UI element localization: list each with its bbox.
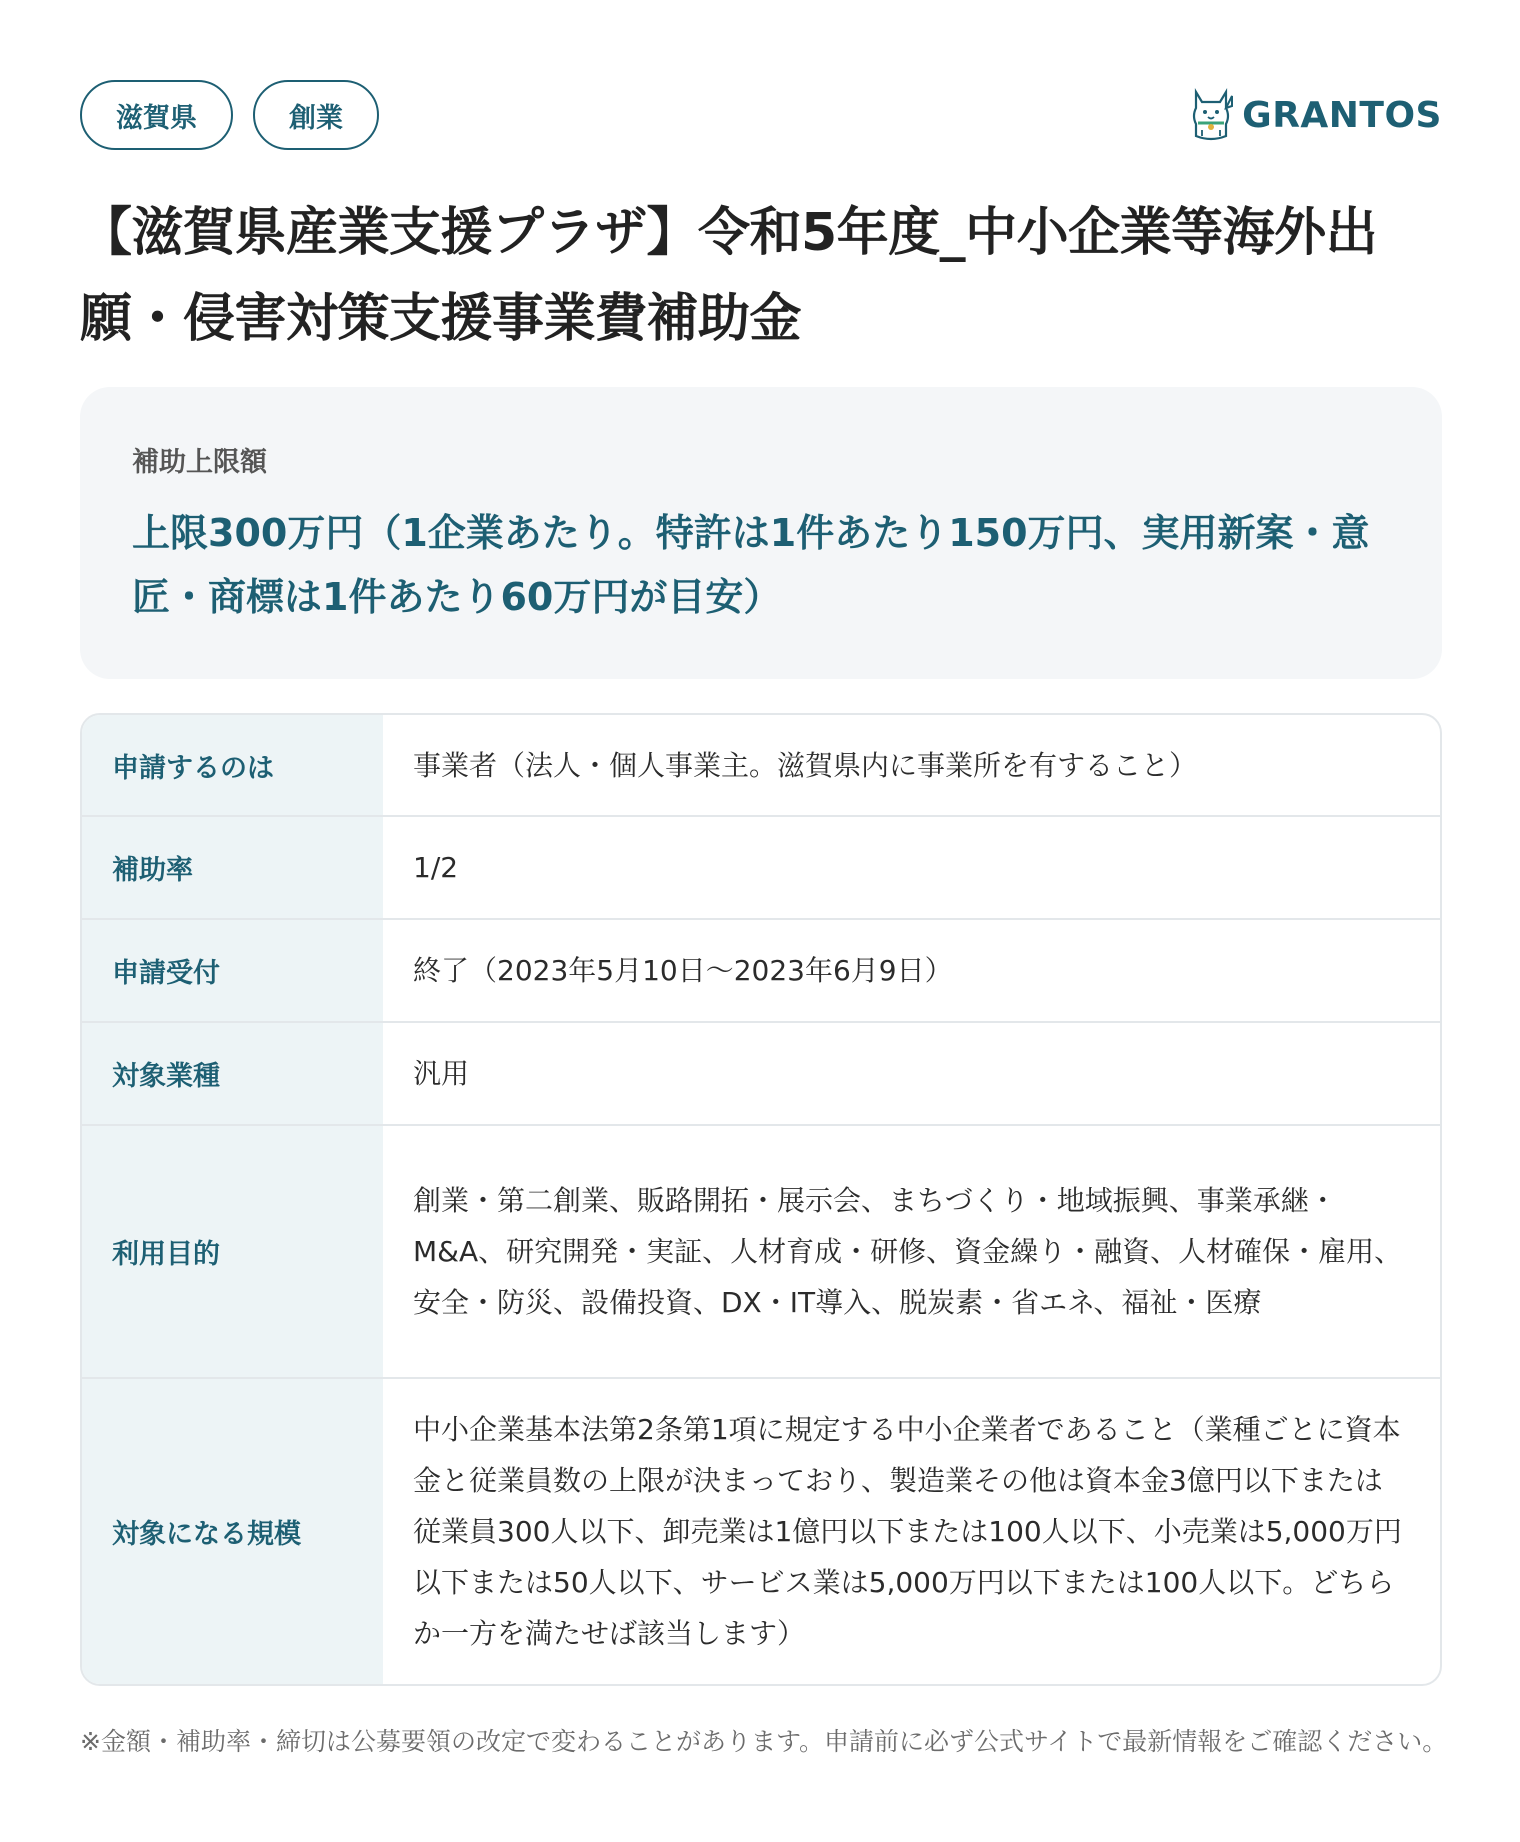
table-row <box>82 817 1440 920</box>
row-label-company-size: 対象になる規模 <box>82 1379 383 1684</box>
tag-prefecture[interactable]: 滋賀県 <box>80 80 233 150</box>
details-table <box>80 713 1442 1686</box>
tag-category[interactable]: 創業 <box>253 80 379 150</box>
row-label-purpose: 利用目的 <box>82 1126 383 1377</box>
row-value-applicant: 事業者（法人・個人事業主。滋賀県内に事業所を有すること） <box>413 748 1198 782</box>
row-value-purpose: 創業・第二創業、販路開拓・展示会、まちづくり・地域振興、事業承継・M&A、研究開発・実証、人材育成・研修、資金繰り・融資、人材確保・雇用、安全・防災、設備投資、DX・IT導入、脱炭素・省エネ、福祉・医療 <box>413 1184 1403 1319</box>
page-title: 【滋賀県産業支援プラザ】令和5年度_中小企業等海外出願・侵害対策支援事業費補助金 <box>80 203 1378 349</box>
subsidy-cap-card <box>80 387 1442 679</box>
row-label-rate: 補助率 <box>82 817 383 918</box>
row-label-application-period: 申請受付 <box>82 920 383 1021</box>
brand-logo[interactable] <box>1188 82 1442 148</box>
table-row <box>82 1023 1440 1126</box>
disclaimer-note: ※金額・補助率・締切は公募要領の改定で変わることがあります。申請前に必ず公式サイトで最新情報をご確認ください。 <box>80 1727 1448 1756</box>
subsidy-cap-value: 上限300万円（1企業あたり。特許は1件あたり150万円、実用新案・意匠・商標は1件あたり60万円が目安） <box>132 511 1370 619</box>
table-row <box>82 1126 1440 1379</box>
table-row <box>82 1379 1440 1684</box>
table-row <box>82 920 1440 1023</box>
row-value-industry: 汎用 <box>413 1057 470 1090</box>
table-row <box>82 715 1440 817</box>
row-label-applicant: 申請するのは <box>82 715 383 815</box>
subsidy-cap-label: 補助上限額 <box>132 447 267 478</box>
brand-name: GRANTOS <box>1242 94 1442 136</box>
row-value-rate: 1/2 <box>413 851 459 884</box>
row-value-company-size: 中小企業基本法第2条第1項に規定する中小企業者であること（業種ごとに資本金と従業員数の上限が決まっており、製造業その他は資本金3億円以下または従業員300人以下、卸売業は1億円以下または100人以下、小売業は5,000万円以下または50人以下、サービス業は5,000万円以下または100人以下。どちらか一方を満たせば該当します） <box>413 1413 1402 1650</box>
header <box>80 80 1442 150</box>
row-label-industry: 対象業種 <box>82 1023 383 1124</box>
row-value-application-period: 終了（2023年5月10日〜2023年6月9日） <box>413 954 953 987</box>
lucky-cat-icon <box>1188 86 1234 144</box>
